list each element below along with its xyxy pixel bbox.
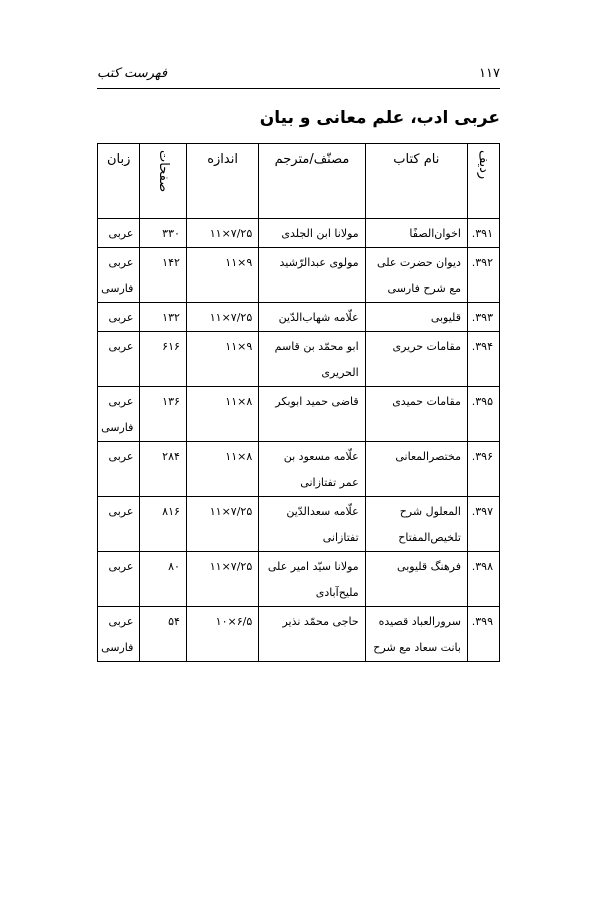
cell-no: ۳۹۸.: [467, 552, 499, 607]
column-header-title: نام کتاب: [365, 144, 467, 219]
cell-pages: ۱۴۲: [140, 248, 187, 303]
table-body: [98, 219, 500, 662]
cell-author: ابو محمّد بن قاسم الحریری: [259, 332, 365, 387]
cell-language: عربی: [98, 497, 140, 552]
cell-pages: ۸۱۶: [140, 497, 187, 552]
column-header-no: ردیف: [467, 144, 499, 219]
table-row: [98, 248, 500, 303]
cell-author: علّامه شهاب‌الدّین: [259, 303, 365, 332]
cell-no: ۳۹۱.: [467, 219, 499, 248]
cell-size: ۱۱×۸: [186, 442, 258, 497]
cell-language: عربی فارسی: [98, 248, 140, 303]
cell-size: ۱۱×۸: [186, 387, 258, 442]
cell-author: علّامه سعدالدّین تفتازانی: [259, 497, 365, 552]
cell-title: قلیوبی: [365, 303, 467, 332]
cell-title: مختصرالمعانی: [365, 442, 467, 497]
cell-no: ۳۹۷.: [467, 497, 499, 552]
cell-no: ۳۹۵.: [467, 387, 499, 442]
table-row: [98, 219, 500, 248]
cell-size: ۱۱×۷/۲۵: [186, 303, 258, 332]
column-header-pages: صفحات: [140, 144, 187, 219]
cell-language: عربی فارسی: [98, 387, 140, 442]
cell-pages: ۱۳۶: [140, 387, 187, 442]
table-row: [98, 387, 500, 442]
column-header-size: اندازه: [186, 144, 258, 219]
cell-no: ۳۹۶.: [467, 442, 499, 497]
section-heading: عربی ادب، علم معانی و بیان: [259, 108, 500, 128]
cell-language: عربی: [98, 552, 140, 607]
cell-title: اخوان‌الصفًا: [365, 219, 467, 248]
table-row: [98, 497, 500, 552]
running-header: [97, 58, 500, 89]
cell-author: قاضی حمید ابوبکر: [259, 387, 365, 442]
cell-author: مولانا ابن الجلدی: [259, 219, 365, 248]
cell-title: مقامات حریری: [365, 332, 467, 387]
table-row: [98, 607, 500, 662]
table-row: [98, 303, 500, 332]
cell-language: عربی: [98, 442, 140, 497]
cell-size: ۱۱×۹: [186, 248, 258, 303]
cell-pages: ۱۳۲: [140, 303, 187, 332]
cell-size: ۱۰×۶/۵: [186, 607, 258, 662]
cell-no: ۳۹۴.: [467, 332, 499, 387]
cell-no: ۳۹۹.: [467, 607, 499, 662]
table-row: [98, 332, 500, 387]
cell-pages: ۲۸۴: [140, 442, 187, 497]
cell-pages: ۶۱۶: [140, 332, 187, 387]
column-header-language: زبان: [98, 144, 140, 219]
cell-pages: ۵۴: [140, 607, 187, 662]
cell-title: المعلول شرح تلخیص‌المفتاح: [365, 497, 467, 552]
cell-title: مقامات حمیدی: [365, 387, 467, 442]
cell-language: عربی فارسی: [98, 607, 140, 662]
running-title: فهرست کتب: [97, 66, 168, 81]
cell-size: ۱۱×۹: [186, 332, 258, 387]
book-catalog-table: [97, 143, 500, 662]
table-row: [98, 552, 500, 607]
column-header-author: مصنّف/مترجم: [259, 144, 365, 219]
cell-language: عربی: [98, 303, 140, 332]
cell-author: مولوی عبدالرّشید: [259, 248, 365, 303]
cell-title: دیوان حضرت علی مع شرح فارسی: [365, 248, 467, 303]
cell-author: مولانا سیّد امیر علی ملیح‌آبادی: [259, 552, 365, 607]
cell-size: ۱۱×۷/۲۵: [186, 497, 258, 552]
cell-size: ۱۱×۷/۲۵: [186, 552, 258, 607]
cell-no: ۳۹۳.: [467, 303, 499, 332]
cell-pages: ۳۳۰: [140, 219, 187, 248]
cell-no: ۳۹۲.: [467, 248, 499, 303]
cell-title: فرهنگ قلیوبی: [365, 552, 467, 607]
cell-author: علّامه مسعود بن عمر تفتازانی: [259, 442, 365, 497]
cell-pages: ۸۰: [140, 552, 187, 607]
table-row: [98, 442, 500, 497]
cell-language: عربی: [98, 332, 140, 387]
table-header-row: [98, 144, 500, 219]
cell-author: حاجی محمّد نذیر: [259, 607, 365, 662]
cell-language: عربی: [98, 219, 140, 248]
page-number: ۱۱۷: [479, 66, 500, 81]
cell-size: ۱۱×۷/۲۵: [186, 219, 258, 248]
cell-title: سرورالعباد قصیده بانت سعاد مع شرح: [365, 607, 467, 662]
